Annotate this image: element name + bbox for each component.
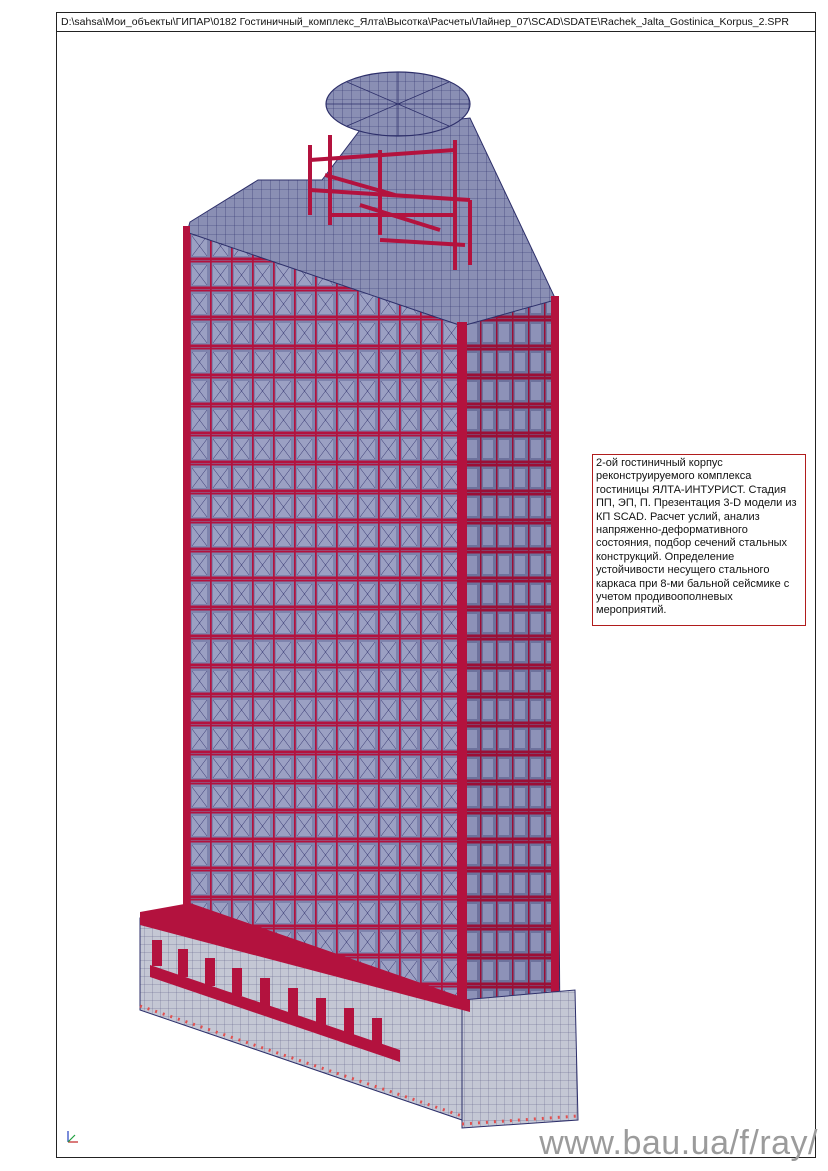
site-watermark: www.bau.ua/f/ray/ [539, 1124, 818, 1162]
podium-side [462, 990, 578, 1128]
side-facade [462, 300, 560, 1080]
axis-triad-icon [62, 1126, 84, 1148]
project-description-note: 2-ой гостиничный корпус реконструируемого комплекса гостиницы ЯЛТА-ИНТУРИСТ. Стадия ПП, ЭП, П. Презентация 3-D модели из КП SCAD. Расчет услий, анализ напряженно-деформативного состояния, подбор сечений стальных конструкций. Определение устойчивости несущего стального каркаса при 8-ми бальной сейсмике с учетом продивоополневых мероприятий. [592, 454, 806, 626]
file-path-bar: D:\sahsa\Мои_объекты\ГИПАР\0182 Гостиничный_комплекс_Ялта\Высотка\Расчеты\Лайнер_07\SCAD\SDATE\Rachek_Jalta_Gostinica_Korpus_2.SPR [57, 13, 815, 32]
